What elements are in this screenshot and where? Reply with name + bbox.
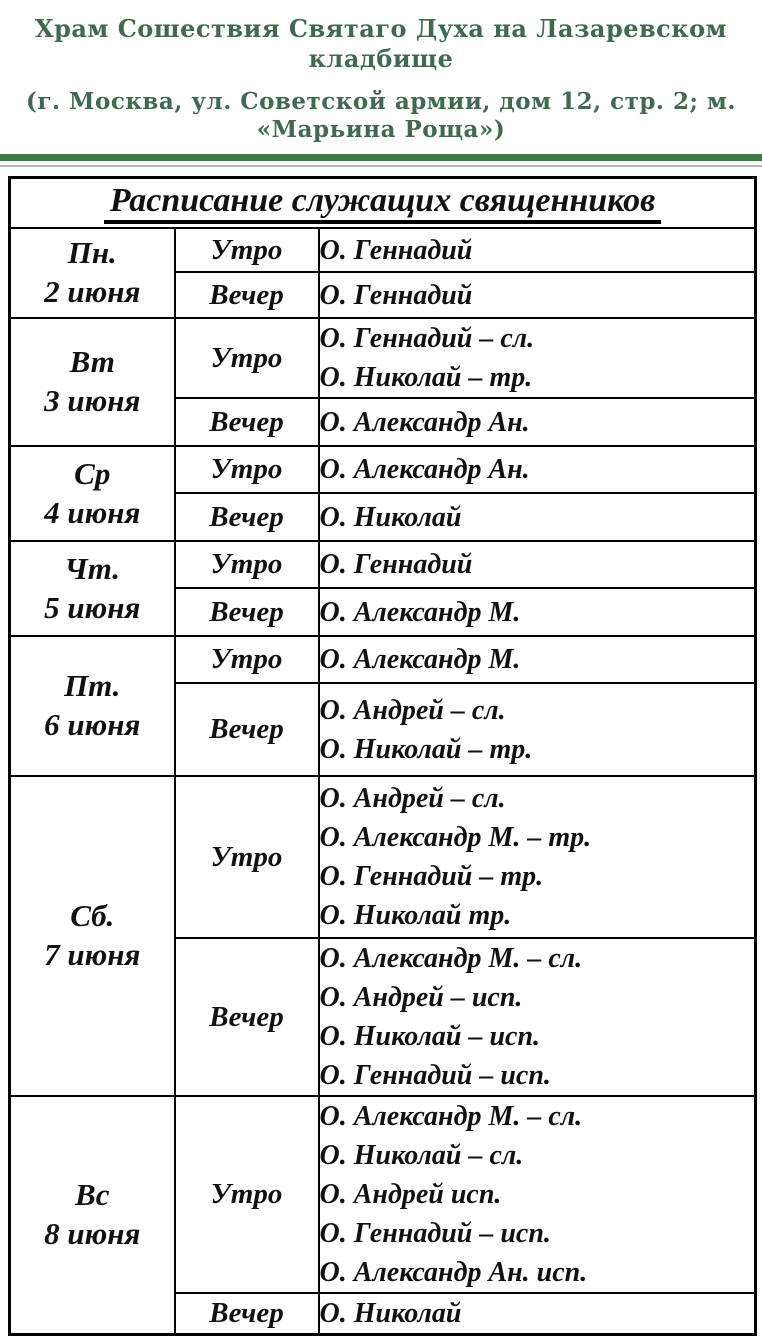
priest-entry: О. Александр М. (319, 596, 521, 628)
names-cell (319, 493, 756, 541)
day-cell-fri (10, 636, 175, 776)
date-label: 3 июня (44, 383, 141, 418)
church-title: Храм Сошествия Святаго Духа на Лазаревском кладбище (35, 14, 727, 73)
names-cell (319, 683, 756, 776)
priest-entry: О. Александр М. – тр. (319, 822, 592, 853)
time-cell-morning: Утро (175, 776, 319, 938)
names-cell (319, 541, 756, 588)
names-cell (319, 636, 756, 683)
priest-entry: О. Геннадий – исп. (319, 1218, 551, 1249)
day-cell-wed (10, 446, 175, 541)
day-label: Пт. (64, 668, 121, 704)
divider-thin-line (0, 165, 762, 167)
schedule-table (8, 176, 757, 1336)
priest-entry: О. Александр М. – сл. (319, 943, 583, 974)
priest-entry: О. Николай – исп. (319, 1021, 541, 1052)
day-label: Вт (69, 344, 115, 380)
names-cell (319, 272, 756, 318)
priest-entry: О. Геннадий – исп. (319, 1060, 551, 1091)
priest-entry: О. Николай – тр. (319, 362, 533, 393)
time-cell-morning: Утро (175, 318, 319, 398)
priest-entry: О. Андрей – исп. (319, 982, 523, 1013)
names-cell (319, 588, 756, 636)
names-cell (319, 228, 756, 272)
day-cell-tue (10, 318, 175, 446)
time-cell-morning: Утро (175, 228, 319, 272)
day-cell-sat (10, 776, 175, 1096)
page-header (0, 0, 762, 167)
names-cell (319, 1293, 756, 1335)
time-cell-morning: Утро (175, 541, 319, 588)
priest-entry: О. Николай – тр. (319, 733, 533, 765)
day-label: Чт. (64, 550, 120, 586)
priest-entry: О. Геннадий (319, 549, 473, 580)
names-cell (319, 776, 756, 938)
day-cell-sun (10, 1096, 175, 1335)
day-cell-mon (10, 228, 175, 318)
date-label: 2 июня (44, 274, 141, 309)
date-label: 6 июня (44, 707, 141, 742)
names-cell (319, 446, 756, 493)
divider-thick-bar (0, 154, 762, 161)
names-cell (319, 1096, 756, 1293)
time-cell-morning: Утро (175, 446, 319, 493)
priest-entry: О. Николай – сл. (319, 1140, 524, 1171)
church-address: (г. Москва, ул. Советской армии, дом 12, стр. 2; м. «Марьина Роща») (26, 88, 736, 143)
date-label: 4 июня (44, 494, 141, 530)
time-cell-evening: Вечер (175, 588, 319, 636)
header-divider (0, 154, 762, 167)
time-cell-morning: Утро (175, 1096, 319, 1293)
day-label: Пн. (67, 235, 117, 271)
priest-entry: О. Николай (319, 1298, 462, 1329)
table-title: Расписание служащих священников (104, 182, 662, 224)
priest-entry: О. Александр Ан. (319, 406, 530, 438)
priest-entry: О. Геннадий (319, 234, 473, 266)
priest-entry: О. Андрей исп. (319, 1179, 502, 1210)
date-label: 5 июня (44, 589, 141, 625)
day-label: Ср (74, 455, 111, 491)
time-cell-morning: Утро (175, 636, 319, 683)
time-cell-evening: Вечер (175, 493, 319, 541)
date-label: 7 июня (44, 937, 141, 972)
names-cell (319, 398, 756, 446)
priest-entry: О. Александр М. – сл. (319, 1101, 583, 1132)
priest-entry: О. Андрей – сл. (319, 694, 506, 726)
priest-entry: О. Александр Ан. исп. (319, 1257, 588, 1288)
priest-entry: О. Андрей – сл. (319, 783, 506, 814)
priest-entry: О. Николай (319, 501, 462, 533)
time-cell-evening: Вечер (175, 272, 319, 318)
day-label: Вс (75, 1177, 110, 1213)
schedule-table-wrap (8, 176, 754, 1336)
day-cell-thu (10, 541, 175, 636)
priest-entry: О. Геннадий (319, 279, 473, 311)
time-cell-evening: Вечер (175, 398, 319, 446)
priest-entry: О. Александр Ан. (319, 454, 530, 485)
priest-entry: О. Николай тр. (319, 900, 512, 931)
time-cell-evening: Вечер (175, 1293, 319, 1335)
names-cell (319, 318, 756, 398)
date-label: 8 июня (44, 1216, 141, 1251)
priest-entry: О. Геннадий – тр. (319, 861, 544, 892)
day-label: Сб. (70, 898, 115, 934)
priest-entry: О. Александр М. (319, 644, 521, 675)
names-cell (319, 938, 756, 1096)
table-title-cell (10, 178, 756, 229)
priest-entry: О. Геннадий – сл. (319, 323, 535, 354)
time-cell-evening: Вечер (175, 938, 319, 1096)
time-cell-evening: Вечер (175, 683, 319, 776)
